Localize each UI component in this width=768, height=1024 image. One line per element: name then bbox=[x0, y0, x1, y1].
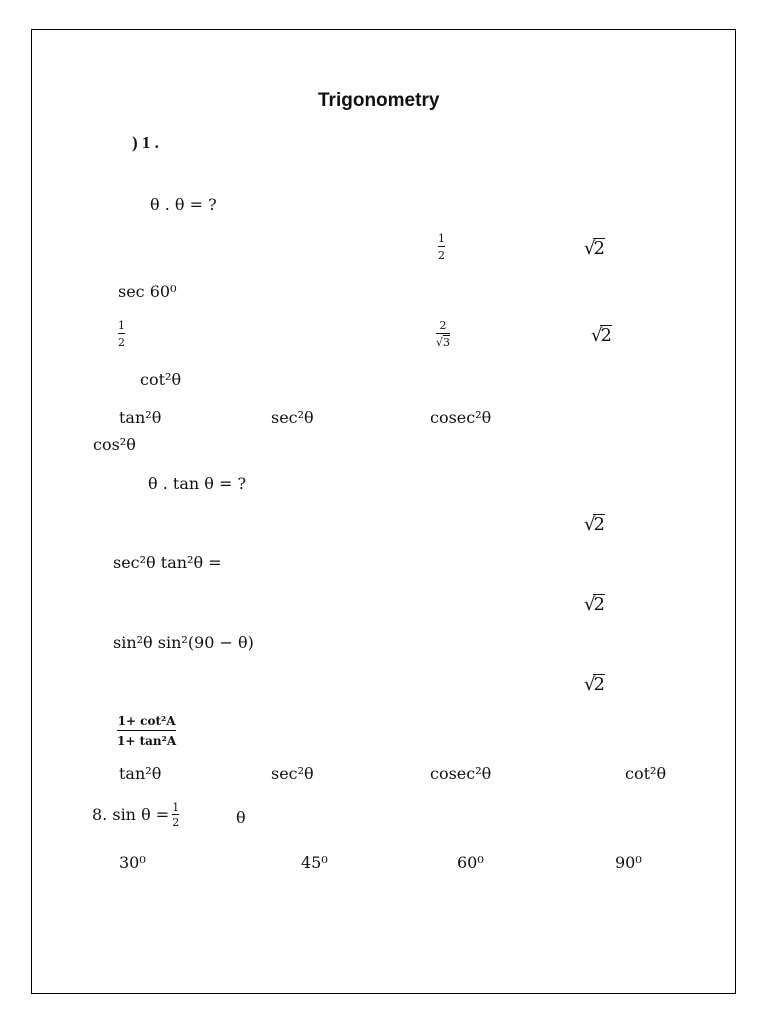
fraction-bar bbox=[438, 246, 445, 247]
q8-fraction bbox=[172, 802, 179, 828]
radicand: 2 bbox=[593, 238, 605, 259]
fraction-bar bbox=[117, 730, 176, 731]
q7-option-a: tan²θ bbox=[119, 764, 162, 783]
q3-option-d: cos²θ bbox=[93, 435, 136, 454]
q3-stem: cot²θ bbox=[140, 370, 182, 389]
q1-option-d bbox=[584, 238, 605, 258]
q7-option-c: cosec²θ bbox=[430, 764, 492, 783]
q2-option-a-fraction bbox=[118, 320, 125, 348]
square-root-icon: √ bbox=[584, 514, 596, 535]
q3-option-b: sec²θ bbox=[271, 408, 314, 427]
q6-option-d bbox=[584, 674, 605, 694]
square-root-icon: √ bbox=[584, 238, 596, 259]
q8-option-c: 60⁰ bbox=[457, 853, 484, 872]
q7-expression-fraction bbox=[117, 715, 176, 747]
fraction-bar bbox=[172, 814, 179, 815]
fraction-numerator: 1+ cot²A bbox=[117, 714, 176, 728]
q6-stem: sin²θ sin²(90 − θ) bbox=[113, 633, 254, 652]
q1-option-c-fraction bbox=[438, 233, 445, 261]
fraction-denominator-radical: √3 bbox=[436, 336, 451, 349]
q2-option-d bbox=[591, 325, 612, 345]
fraction-bar bbox=[436, 333, 450, 334]
q8-option-b: 45⁰ bbox=[301, 853, 328, 872]
fraction-numerator: 1 bbox=[118, 319, 125, 332]
fraction-bar bbox=[118, 333, 125, 334]
q1-stem: θ . θ = ? bbox=[150, 195, 217, 214]
q3-option-c: cosec²θ bbox=[430, 408, 492, 427]
fraction-denominator: 1+ tan²A bbox=[117, 734, 177, 748]
fraction-denominator: 2 bbox=[118, 336, 125, 349]
radicand: 2 bbox=[593, 514, 605, 535]
fraction-denominator: 2 bbox=[438, 249, 445, 262]
q8-stem bbox=[92, 802, 179, 828]
q4-stem: θ . tan θ = ? bbox=[148, 474, 247, 493]
fraction-numerator: 2 bbox=[439, 319, 447, 332]
q3-option-a: tan²θ bbox=[119, 408, 162, 427]
fraction-denominator: 2 bbox=[172, 816, 180, 829]
fraction-numerator: 1 bbox=[438, 232, 445, 245]
radicand: 2 bbox=[593, 594, 605, 615]
q8-stem-suffix: θ bbox=[236, 808, 246, 827]
q8-option-d: 90⁰ bbox=[615, 853, 642, 872]
section-heading: ) 1 . bbox=[132, 133, 159, 152]
document-page bbox=[31, 29, 736, 994]
q8-option-a: 30⁰ bbox=[119, 853, 146, 872]
q7-option-b: sec²θ bbox=[271, 764, 314, 783]
page-title: Trigonometry bbox=[318, 90, 440, 111]
q8-stem-prefix: 8. sin θ = bbox=[92, 805, 170, 824]
q7-option-d: cot²θ bbox=[625, 764, 667, 783]
square-root-icon: √ bbox=[591, 325, 603, 346]
q2-option-c-fraction bbox=[436, 320, 450, 348]
radicand: 3 bbox=[443, 336, 451, 349]
fraction-numerator: 1 bbox=[172, 801, 180, 814]
q4-option-d bbox=[584, 514, 605, 534]
radicand: 2 bbox=[600, 325, 612, 346]
square-root-icon: √ bbox=[584, 674, 596, 695]
q5-option-d bbox=[584, 594, 605, 614]
q2-stem: sec 60⁰ bbox=[118, 282, 177, 301]
radicand: 2 bbox=[593, 674, 605, 695]
square-root-icon: √ bbox=[584, 594, 596, 615]
q5-stem: sec²θ tan²θ = bbox=[113, 553, 222, 572]
